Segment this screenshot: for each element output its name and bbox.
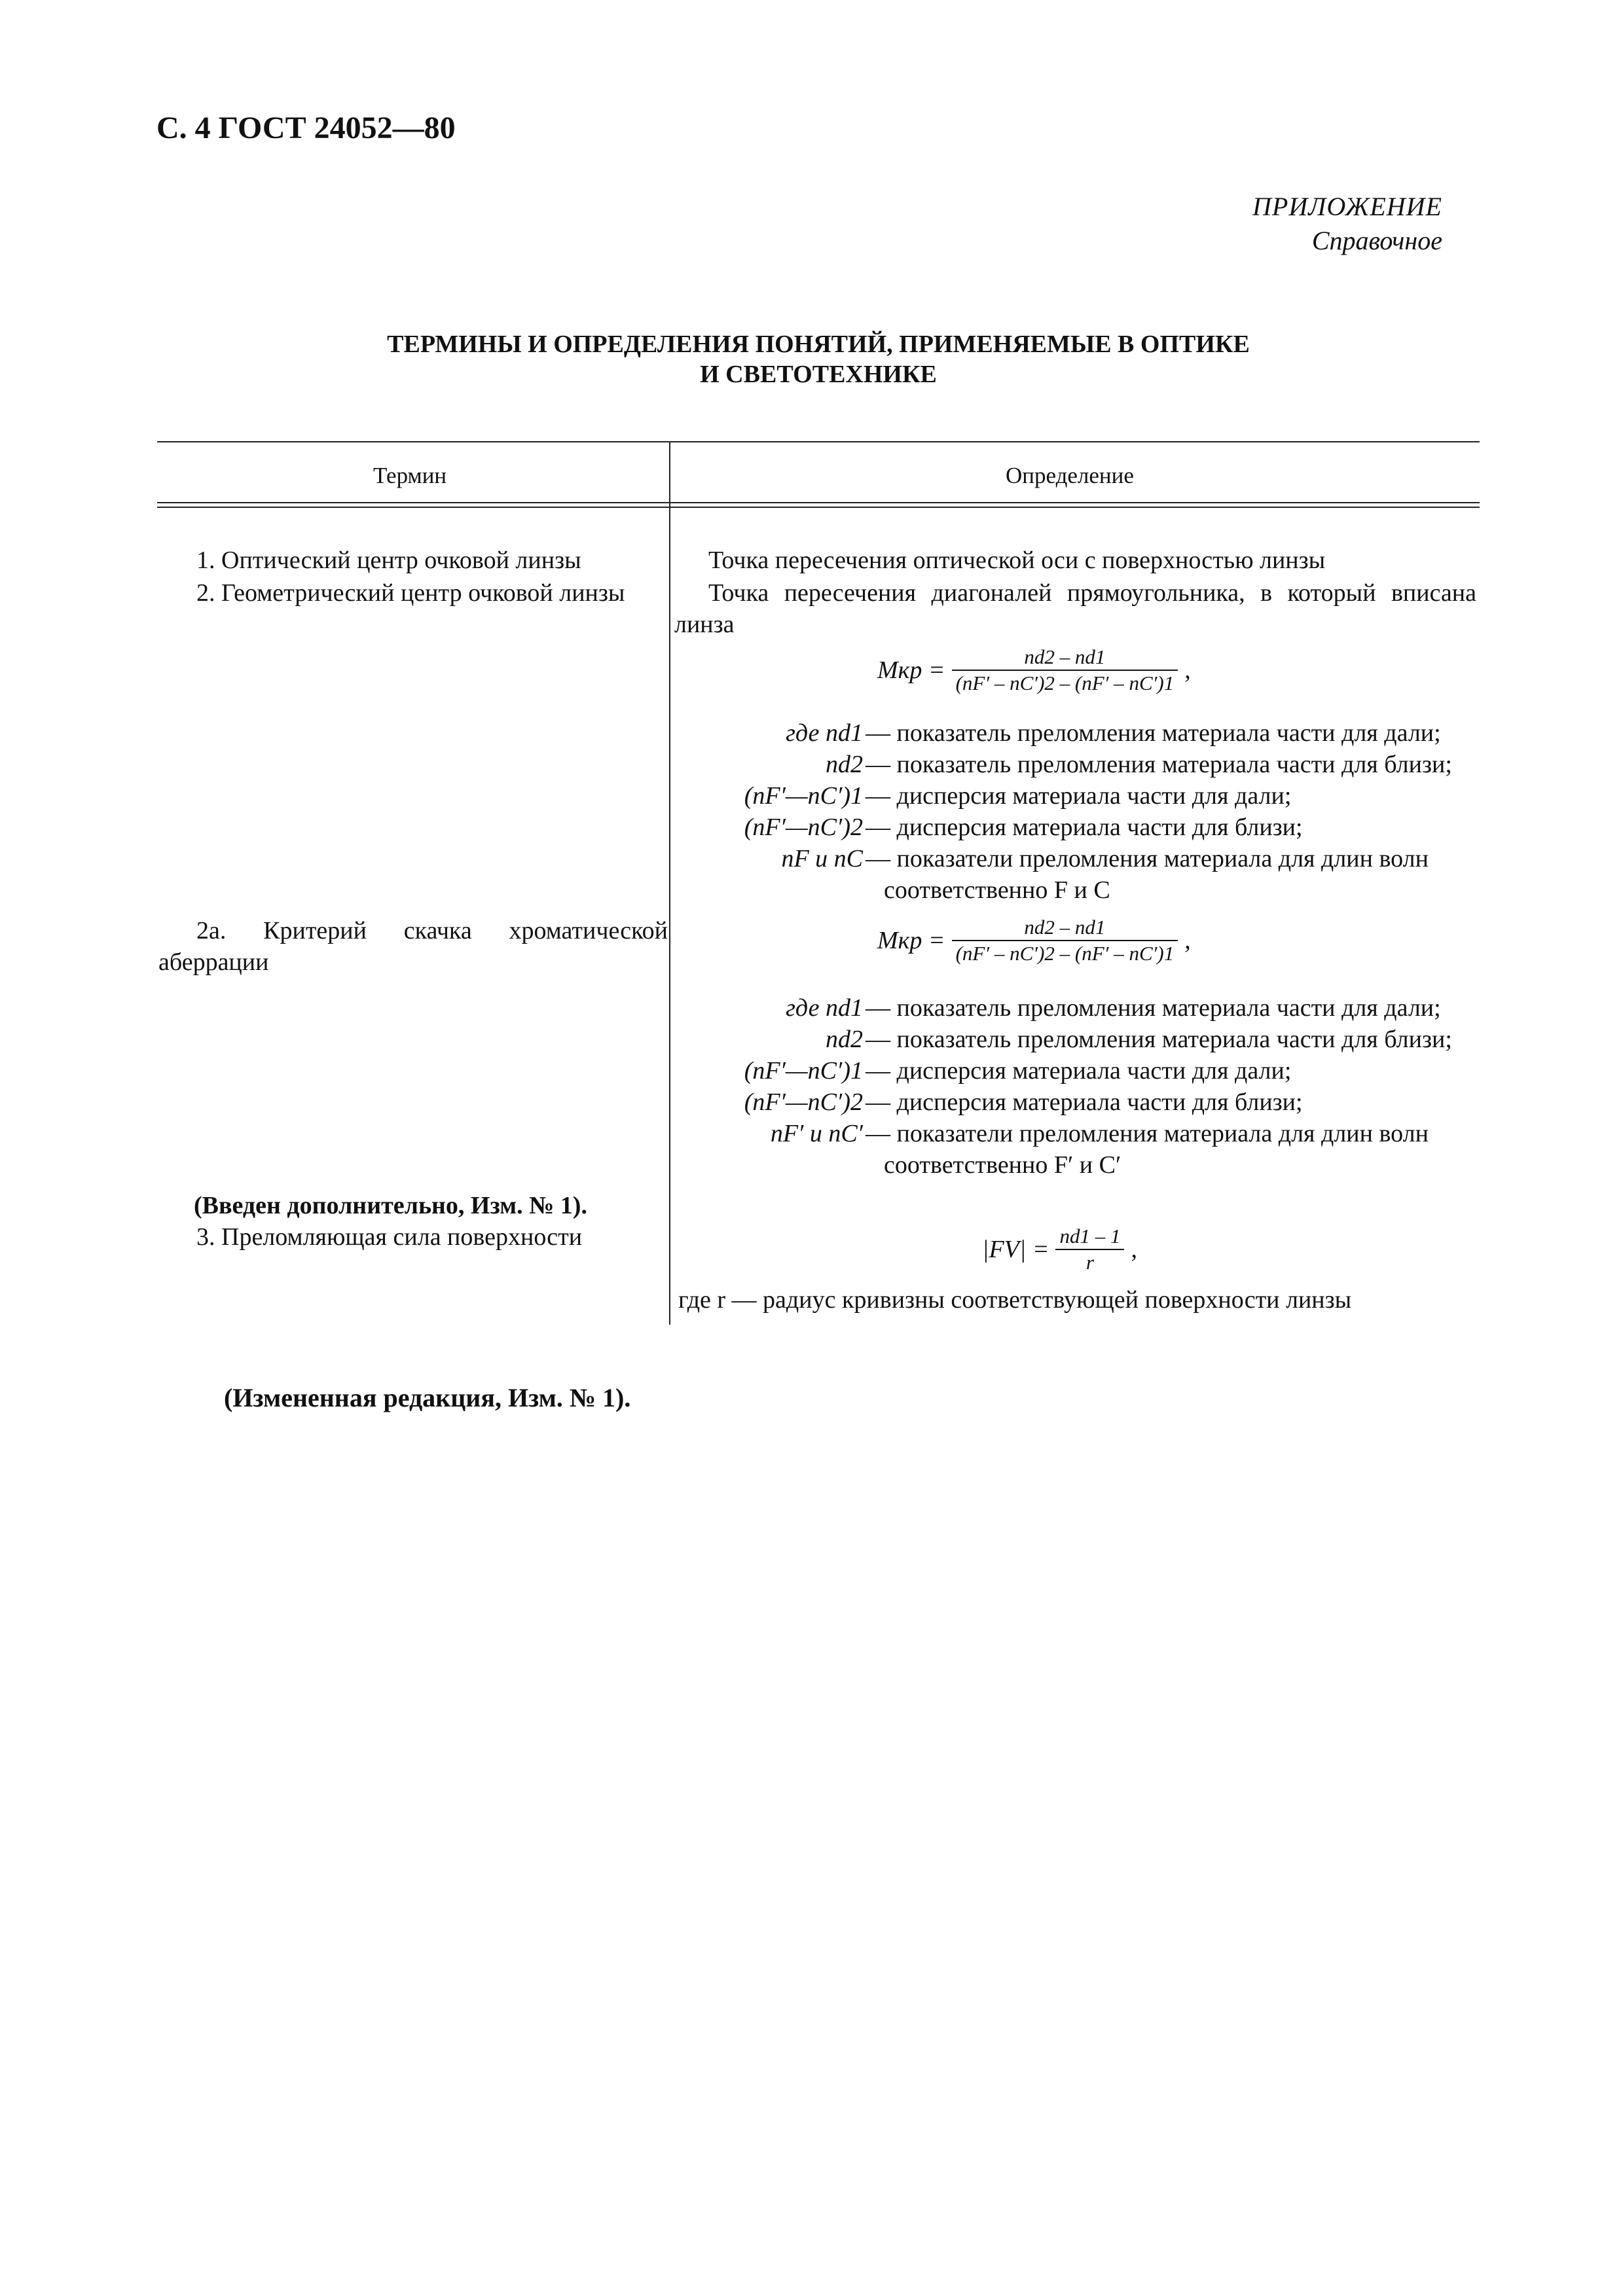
symbol-description: — показатель преломления материала части для дали; xyxy=(866,994,1441,1022)
where-list-1 xyxy=(674,717,1476,907)
symbol-description: — дисперсия материала части для близи; xyxy=(866,814,1303,841)
formula-numerator: nd1 – 1 xyxy=(1059,1225,1121,1247)
appendix-title: ПРИЛОЖЕНИЕ xyxy=(1252,192,1442,221)
formula-fraction xyxy=(952,915,1178,966)
symbol: (nF′—nC′)2 xyxy=(744,1088,863,1116)
page-header: С. 4 ГОСТ 24052—80 xyxy=(156,111,456,145)
where-list-2 xyxy=(674,992,1476,1182)
formula-comma: , xyxy=(1131,1236,1137,1263)
term-2: 2. Геометрический центр очковой линзы xyxy=(196,579,625,607)
table-top-rule xyxy=(157,441,1480,442)
term-2a: 2а. Критерий скачка хроматической аберрации xyxy=(158,917,668,976)
symbol: nF и nC xyxy=(781,845,863,872)
symbol: nd2 xyxy=(826,1026,863,1053)
definition-2: Точка пересечения диагоналей прямоугольника, в который вписана линза xyxy=(674,579,1476,638)
symbol-description: — показатель преломления материала части для близи; xyxy=(866,1026,1452,1053)
term-1: 1. Оптический центр очковой линзы xyxy=(196,547,581,574)
formula-denominator: (nF′ – nC′)2 – (nF′ – nC′)1 xyxy=(955,672,1175,694)
formula-comma: , xyxy=(1184,927,1191,954)
appendix-subtitle: Справочное xyxy=(1311,226,1442,255)
definition-1: Точка пересечения оптической оси с поверхностью линзы xyxy=(708,547,1326,574)
definition-3: где r — радиус кривизны соответствующей поверхности линзы xyxy=(678,1286,1352,1314)
formula-fraction xyxy=(1055,1224,1124,1275)
formula-comma: , xyxy=(1184,656,1191,684)
formula-lhs: Mкр = xyxy=(877,656,945,684)
title-line-1: ТЕРМИНЫ И ОПРЕДЕЛЕНИЯ ПОНЯТИЙ, ПРИМЕНЯЕМЫЕ В ОПТИКЕ xyxy=(387,331,1250,358)
formula-denominator: r xyxy=(1085,1251,1094,1274)
symbol: (nF′—nC′)2 xyxy=(744,814,863,841)
formula-numerator: nd2 – nd1 xyxy=(1024,645,1106,668)
amendment-note-added: (Введен дополнительно, Изм. № 1). xyxy=(194,1192,587,1219)
symbol-description: — дисперсия материала части для дали; xyxy=(866,782,1292,810)
table-column-divider xyxy=(669,441,670,1325)
formula-denominator: (nF′ – nC′)2 – (nF′ – nC′)1 xyxy=(955,942,1175,965)
formula-fv xyxy=(982,1224,1137,1275)
symbol-description: — показатели преломления материала для длин волн xyxy=(866,845,1429,872)
symbol-description: соответственно F и C xyxy=(884,876,1110,904)
formula-lhs: |FV| = xyxy=(982,1236,1049,1263)
symbol: nd2 xyxy=(826,751,863,778)
symbol-description: — показатель преломления материала части для близи; xyxy=(866,751,1452,778)
term-3: 3. Преломляющая сила поверхности xyxy=(196,1223,583,1251)
formula-lhs: Mкр = xyxy=(877,927,945,954)
symbol-description: — дисперсия материала части для дали; xyxy=(866,1057,1292,1085)
symbol-description: — показатель преломления материала части для дали; xyxy=(866,719,1441,747)
symbol: где nd1 xyxy=(786,994,863,1022)
document-title xyxy=(157,329,1480,389)
title-line-2: И СВЕТОТЕХНИКЕ xyxy=(700,361,937,388)
formula-mkr-1 xyxy=(877,645,1191,696)
column-header-term: Термин xyxy=(373,463,447,488)
symbol-description: — дисперсия материала части для близи; xyxy=(866,1088,1303,1116)
table-header-rule-1 xyxy=(157,502,1480,503)
symbol: (nF′—nC′)1 xyxy=(744,782,863,810)
table-header-rule-2 xyxy=(157,507,1480,508)
formula-numerator: nd2 – nd1 xyxy=(1024,916,1106,939)
amendment-note-edited: (Измененная редакция, Изм. № 1). xyxy=(224,1383,631,1412)
symbol-description: соответственно F′ и C′ xyxy=(884,1151,1122,1179)
formula-mkr-2 xyxy=(877,915,1191,966)
symbol-description: — показатели преломления материала для длин волн xyxy=(866,1120,1429,1147)
symbol: где nd1 xyxy=(786,719,863,747)
symbol: nF′ и nC′ xyxy=(770,1120,863,1147)
appendix-label xyxy=(1252,190,1442,258)
column-header-definition: Определение xyxy=(1006,463,1134,488)
symbol: (nF′—nC′)1 xyxy=(744,1057,863,1085)
formula-fraction xyxy=(952,645,1178,696)
